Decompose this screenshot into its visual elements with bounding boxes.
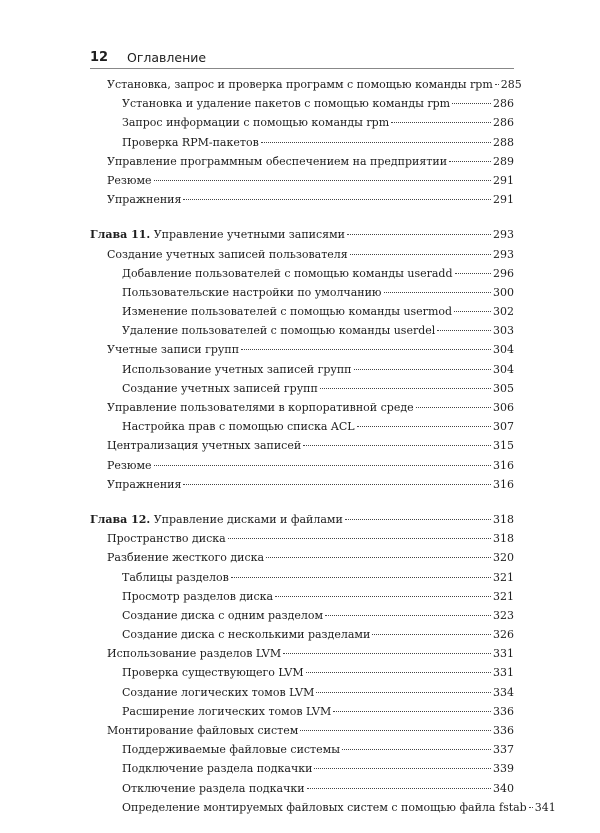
dot-leader	[455, 273, 491, 274]
dot-leader	[416, 407, 491, 408]
toc-entry-label	[90, 225, 345, 244]
toc-entry-label: Определение монтируемых файловых систем с помощью файла fstab	[122, 800, 527, 814]
toc-entry-label: Создание логических томов LVM	[122, 685, 315, 699]
running-title: Оглавление	[127, 50, 207, 65]
dot-leader	[300, 730, 491, 731]
table-of-contents	[90, 75, 556, 833]
toc-entry[interactable]	[90, 625, 514, 644]
toc-entry-label: Подключение раздела подкачки	[122, 762, 313, 776]
toc-entry-page: 304	[493, 362, 514, 376]
dot-leader	[303, 445, 491, 446]
toc-entry[interactable]	[90, 321, 514, 340]
toc-entry-label: Резюме	[107, 458, 152, 472]
toc-entry-label: Добавление пользователей с помощью команды useradd	[122, 266, 453, 280]
dot-leader	[261, 142, 491, 143]
toc-entry-page: 306	[493, 401, 514, 414]
dot-leader	[231, 577, 491, 578]
toc-entry-page: 331	[493, 647, 514, 661]
toc-entry-page: 286	[493, 116, 514, 130]
toc-entry[interactable]	[90, 548, 514, 567]
toc-entry-page: 316	[493, 477, 514, 491]
toc-entry[interactable]	[90, 360, 514, 379]
dot-leader	[437, 330, 491, 331]
toc-entry[interactable]	[90, 683, 514, 702]
toc-entry-page: 323	[493, 608, 514, 622]
toc-chapter-entry[interactable]	[90, 225, 514, 244]
toc-entry-label: Проверка RPM-пакетов	[122, 135, 259, 149]
toc-entry-page: 321	[493, 589, 514, 603]
toc-entry[interactable]	[90, 113, 514, 132]
toc-entry[interactable]	[90, 171, 514, 190]
toc-entry[interactable]	[90, 152, 514, 171]
toc-entry-label: Разбиение жесткого диска	[107, 551, 265, 565]
dot-leader	[454, 311, 491, 312]
dot-leader	[495, 84, 499, 85]
toc-entry-page: 286	[493, 97, 514, 111]
toc-entry-page: 337	[493, 743, 514, 757]
toc-entry-label: Расширение логических томов LVM	[122, 704, 332, 718]
dot-leader	[357, 426, 491, 427]
page-header	[90, 47, 514, 67]
toc-entry-label: Использование разделов LVM	[107, 647, 282, 661]
toc-section	[90, 75, 522, 209]
toc-entry-label: Отключение раздела подкачки	[122, 781, 305, 795]
toc-entry[interactable]	[90, 245, 514, 264]
toc-entry-page: 336	[493, 704, 514, 718]
toc-entry[interactable]	[90, 644, 514, 663]
toc-entry[interactable]	[90, 529, 514, 548]
toc-entry[interactable]	[90, 436, 514, 455]
dot-leader	[529, 807, 533, 808]
toc-entry-page: 293	[493, 228, 514, 242]
toc-entry-page: 289	[493, 154, 514, 168]
dot-leader	[452, 103, 491, 104]
dot-leader	[154, 180, 491, 181]
toc-entry[interactable]	[90, 663, 514, 682]
toc-entry-label: Проверка существующего LVM	[122, 666, 304, 680]
dot-leader	[384, 292, 491, 293]
toc-entry-label: Централизация учетных записей	[107, 439, 302, 453]
toc-entry[interactable]	[90, 475, 514, 494]
toc-entry-page: 304	[493, 343, 514, 357]
dot-leader	[275, 596, 491, 597]
toc-entry-page: 285	[500, 78, 522, 91]
toc-entry-page: 288	[493, 135, 514, 149]
toc-entry-page: 318	[493, 532, 514, 546]
toc-entry-page: 300	[493, 285, 514, 299]
toc-entry-page: 315	[493, 439, 514, 453]
toc-entry-label: Создание диска с одним разделом	[122, 608, 324, 622]
dot-leader	[347, 234, 491, 235]
toc-entry-label: Поддерживаемые файловые системы	[122, 743, 340, 757]
dot-leader	[325, 615, 491, 616]
toc-entry-label: Использование учетных записей групп	[122, 362, 352, 376]
dot-leader	[372, 634, 491, 635]
toc-entry-label: Изменение пользователей с помощью команды usermod	[122, 305, 453, 319]
toc-entry-page: 291	[493, 193, 514, 207]
toc-entry-label: Установка, запрос и проверка программ с помощью команды rpm	[107, 78, 493, 91]
toc-entry-label: Учетные записи групп	[107, 343, 240, 357]
toc-entry[interactable]	[90, 456, 514, 475]
dot-leader	[307, 788, 491, 789]
toc-entry[interactable]	[90, 264, 514, 283]
toc-entry-label: Пространство диска	[107, 532, 226, 546]
toc-entry[interactable]	[90, 721, 514, 740]
toc-entry[interactable]	[90, 702, 514, 721]
toc-entry[interactable]	[90, 417, 514, 436]
toc-entry-page: 340	[493, 781, 514, 795]
toc-entry-label: Создание диска с несколькими разделами	[122, 628, 371, 642]
toc-entry-label: Создание учетных записей пользователя	[107, 247, 348, 261]
dot-leader	[314, 768, 491, 769]
toc-entry[interactable]	[90, 798, 556, 817]
dot-leader	[316, 692, 491, 693]
toc-entry-label: Запрос информации с помощью команды rpm	[122, 116, 390, 130]
dot-leader	[345, 519, 491, 520]
toc-entry[interactable]	[90, 587, 514, 606]
toc-entry-page: 341	[534, 800, 556, 814]
toc-entry-page: 302	[493, 305, 514, 319]
toc-entry-label: Упражнения	[107, 477, 182, 491]
dot-leader	[350, 254, 491, 255]
toc-entry-label: Резюме	[107, 173, 152, 187]
toc-entry-page: 293	[493, 247, 514, 261]
toc-entry-page: 326	[493, 628, 514, 642]
page-number: 12	[90, 50, 109, 65]
toc-entry[interactable]	[90, 398, 514, 417]
toc-entry-label: Таблицы разделов	[122, 570, 229, 584]
toc-entry-label: Упражнения	[107, 193, 182, 207]
dot-leader	[183, 484, 491, 485]
toc-entry-page: 307	[493, 420, 514, 434]
toc-entry[interactable]	[90, 568, 514, 587]
toc-entry[interactable]	[90, 606, 514, 625]
toc-entry-page: 318	[493, 512, 514, 526]
header-rule	[90, 68, 514, 69]
toc-entry[interactable]	[90, 75, 522, 94]
toc-entry[interactable]	[90, 133, 514, 152]
toc-entry-page: 336	[493, 724, 514, 737]
dot-leader	[241, 349, 491, 350]
dot-leader	[354, 369, 491, 370]
toc-entry[interactable]	[90, 340, 514, 359]
chapter-title: Управление учетными записями	[150, 228, 345, 242]
dot-leader	[449, 161, 491, 162]
toc-entry-page: 296	[493, 266, 514, 280]
toc-entry[interactable]	[90, 190, 514, 209]
toc-entry-page: 320	[493, 551, 514, 565]
toc-entry-label: Управление программным обеспечением на предприятии	[107, 154, 448, 168]
toc-entry-label: Настройка прав с помощью списка ACL	[122, 420, 355, 434]
dot-leader	[154, 465, 491, 466]
chapter-number: Глава 12.	[90, 512, 151, 526]
toc-entry[interactable]	[90, 759, 514, 778]
toc-entry[interactable]	[90, 302, 514, 321]
dot-leader	[333, 711, 491, 712]
dot-leader	[283, 653, 491, 654]
toc-entry-label: Удаление пользователей с помощью команды userdel	[122, 324, 436, 338]
dot-leader	[228, 538, 491, 539]
toc-entry[interactable]	[90, 283, 514, 302]
toc-entry-page: 305	[493, 381, 514, 395]
dot-leader	[320, 388, 491, 389]
dot-leader	[306, 672, 491, 673]
toc-section	[90, 225, 514, 494]
toc-entry-page: 303	[493, 324, 514, 338]
toc-entry-label	[90, 510, 343, 529]
toc-entry-label: Монтирование файловых систем	[107, 724, 299, 737]
toc-entry-page: 321	[493, 570, 514, 584]
dot-leader	[266, 557, 491, 558]
toc-entry-label: Создание учетных записей групп	[122, 381, 318, 395]
toc-entry-label: Управление пользователями в корпоративной среде	[107, 401, 414, 414]
toc-entry[interactable]	[90, 379, 514, 398]
toc-section	[90, 510, 556, 817]
toc-entry[interactable]	[90, 779, 514, 798]
toc-entry-page: 334	[493, 685, 514, 699]
toc-entry-page: 316	[493, 458, 514, 472]
toc-entry-page: 339	[493, 762, 514, 776]
toc-entry-page: 291	[493, 173, 514, 187]
toc-entry-label: Просмотр разделов диска	[122, 589, 274, 603]
toc-entry-label: Установка и удаление пакетов с помощью команды rpm	[122, 97, 451, 111]
toc-entry-label: Пользовательские настройки по умолчанию	[122, 285, 382, 299]
chapter-number: Глава 11.	[90, 228, 151, 242]
toc-entry[interactable]	[90, 94, 514, 113]
toc-entry-page: 331	[493, 666, 514, 680]
dot-leader	[391, 122, 491, 123]
toc-chapter-entry[interactable]	[90, 510, 514, 529]
dot-leader	[183, 199, 491, 200]
chapter-title: Управление дисками и файлами	[150, 512, 343, 526]
